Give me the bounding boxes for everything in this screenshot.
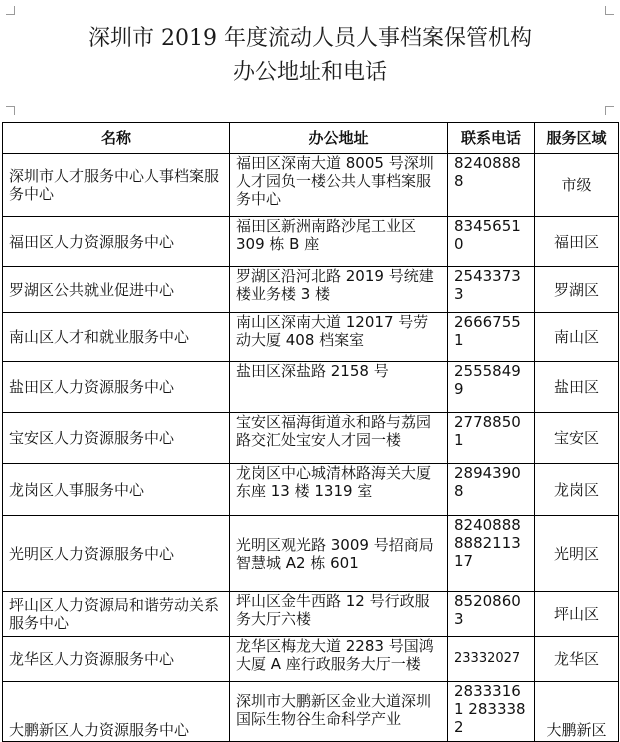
cell-address: 南山区深南大道 12017 号劳动大厦 408 档案室 <box>230 313 448 362</box>
cell-phone: 27788501 <box>448 413 535 464</box>
document-title <box>0 22 620 90</box>
header-area: 服务区域 <box>535 123 619 154</box>
cell-area: 福田区 <box>535 217 619 267</box>
table-row <box>3 267 619 313</box>
cell-area: 南山区 <box>535 313 619 362</box>
cell-name: 坪山区人力资源局和谐劳动关系服务中心 <box>3 592 230 637</box>
cell-area: 光明区 <box>535 516 619 592</box>
cell-area: 龙岗区 <box>535 464 619 516</box>
cell-name: 光明区人力资源服务中心 <box>3 516 230 592</box>
cell-name: 大鹏新区人力资源服务中心 <box>3 682 230 742</box>
cell-address: 光明区观光路 3009 号招商局智慧城 A2 栋 601 <box>230 516 448 592</box>
cell-address: 坪山区金牛西路 12 号行政服务大厅六楼 <box>230 592 448 637</box>
cell-name: 南山区人才和就业服务中心 <box>3 313 230 362</box>
table-row <box>3 154 619 217</box>
table-row <box>3 413 619 464</box>
corner-mark-bottom-left <box>6 106 15 115</box>
table-row <box>3 637 619 682</box>
table-row <box>3 217 619 267</box>
table-row <box>3 682 619 742</box>
cell-phone: 28333161 2833382 <box>448 682 535 742</box>
corner-mark-top-right <box>605 6 614 15</box>
header-phone: 联系电话 <box>448 123 535 154</box>
cell-phone: 28943908 <box>448 464 535 516</box>
cell-address: 龙华区梅龙大道 2283 号国鸿大厦 A 座行政服务大厅一楼 <box>230 637 448 682</box>
cell-name: 盐田区人力资源服务中心 <box>3 362 230 413</box>
header-address: 办公地址 <box>230 123 448 154</box>
cell-address: 深圳市大鹏新区金业大道深圳国际生物谷生命科学产业 <box>230 682 448 742</box>
corner-mark-bottom-right <box>605 106 614 115</box>
cell-phone: 85208603 <box>448 592 535 637</box>
cell-name: 龙岗区人事服务中心 <box>3 464 230 516</box>
cell-name: 罗湖区公共就业促进中心 <box>3 267 230 313</box>
cell-name: 龙华区人力资源服务中心 <box>3 637 230 682</box>
cell-phone: 23332027 <box>448 637 535 682</box>
cell-address: 盐田区深盐路 2158 号 <box>230 362 448 413</box>
cell-name: 福田区人力资源服务中心 <box>3 217 230 267</box>
cell-address: 福田区深南大道 8005 号深圳人才园负一楼公共人事档案服务中心 <box>230 154 448 217</box>
cell-phone: 82408888 <box>448 154 535 217</box>
table-row <box>3 592 619 637</box>
cell-area: 龙华区 <box>535 637 619 682</box>
table-row <box>3 362 619 413</box>
cell-address: 宝安区福海街道永和路与荔园路交汇处宝安人才园一楼 <box>230 413 448 464</box>
cell-area: 坪山区 <box>535 592 619 637</box>
cell-name: 深圳市人才服务中心人事档案服务中心 <box>3 154 230 217</box>
table-row <box>3 313 619 362</box>
table-row <box>3 464 619 516</box>
title-line-1: 深圳市 2019 年度流动人员人事档案保管机构 <box>88 26 532 51</box>
table-row <box>3 516 619 592</box>
cell-phone: 25558499 <box>448 362 535 413</box>
header-name: 名称 <box>3 123 230 154</box>
cell-phone: 8240888888211317 <box>448 516 535 592</box>
cell-area: 市级 <box>535 154 619 217</box>
cell-area: 盐田区 <box>535 362 619 413</box>
corner-mark-top-left <box>6 6 15 15</box>
title-line-2: 办公地址和电话 <box>232 60 387 85</box>
table-header-row <box>3 123 619 154</box>
archive-office-table <box>2 122 619 742</box>
cell-address: 罗湖区沿河北路 2019 号统建楼业务楼 3 楼 <box>230 267 448 313</box>
cell-address: 福田区新洲南路沙尾工业区309 栋 B 座 <box>230 217 448 267</box>
cell-address: 龙岗区中心城清林路海关大厦东座 13 楼 1319 室 <box>230 464 448 516</box>
cell-area: 罗湖区 <box>535 267 619 313</box>
cell-name: 宝安区人力资源服务中心 <box>3 413 230 464</box>
cell-phone: 25433733 <box>448 267 535 313</box>
cell-phone: 83456510 <box>448 217 535 267</box>
cell-phone: 26667551 <box>448 313 535 362</box>
cell-area: 宝安区 <box>535 413 619 464</box>
cell-area: 大鹏新区 <box>535 682 619 742</box>
